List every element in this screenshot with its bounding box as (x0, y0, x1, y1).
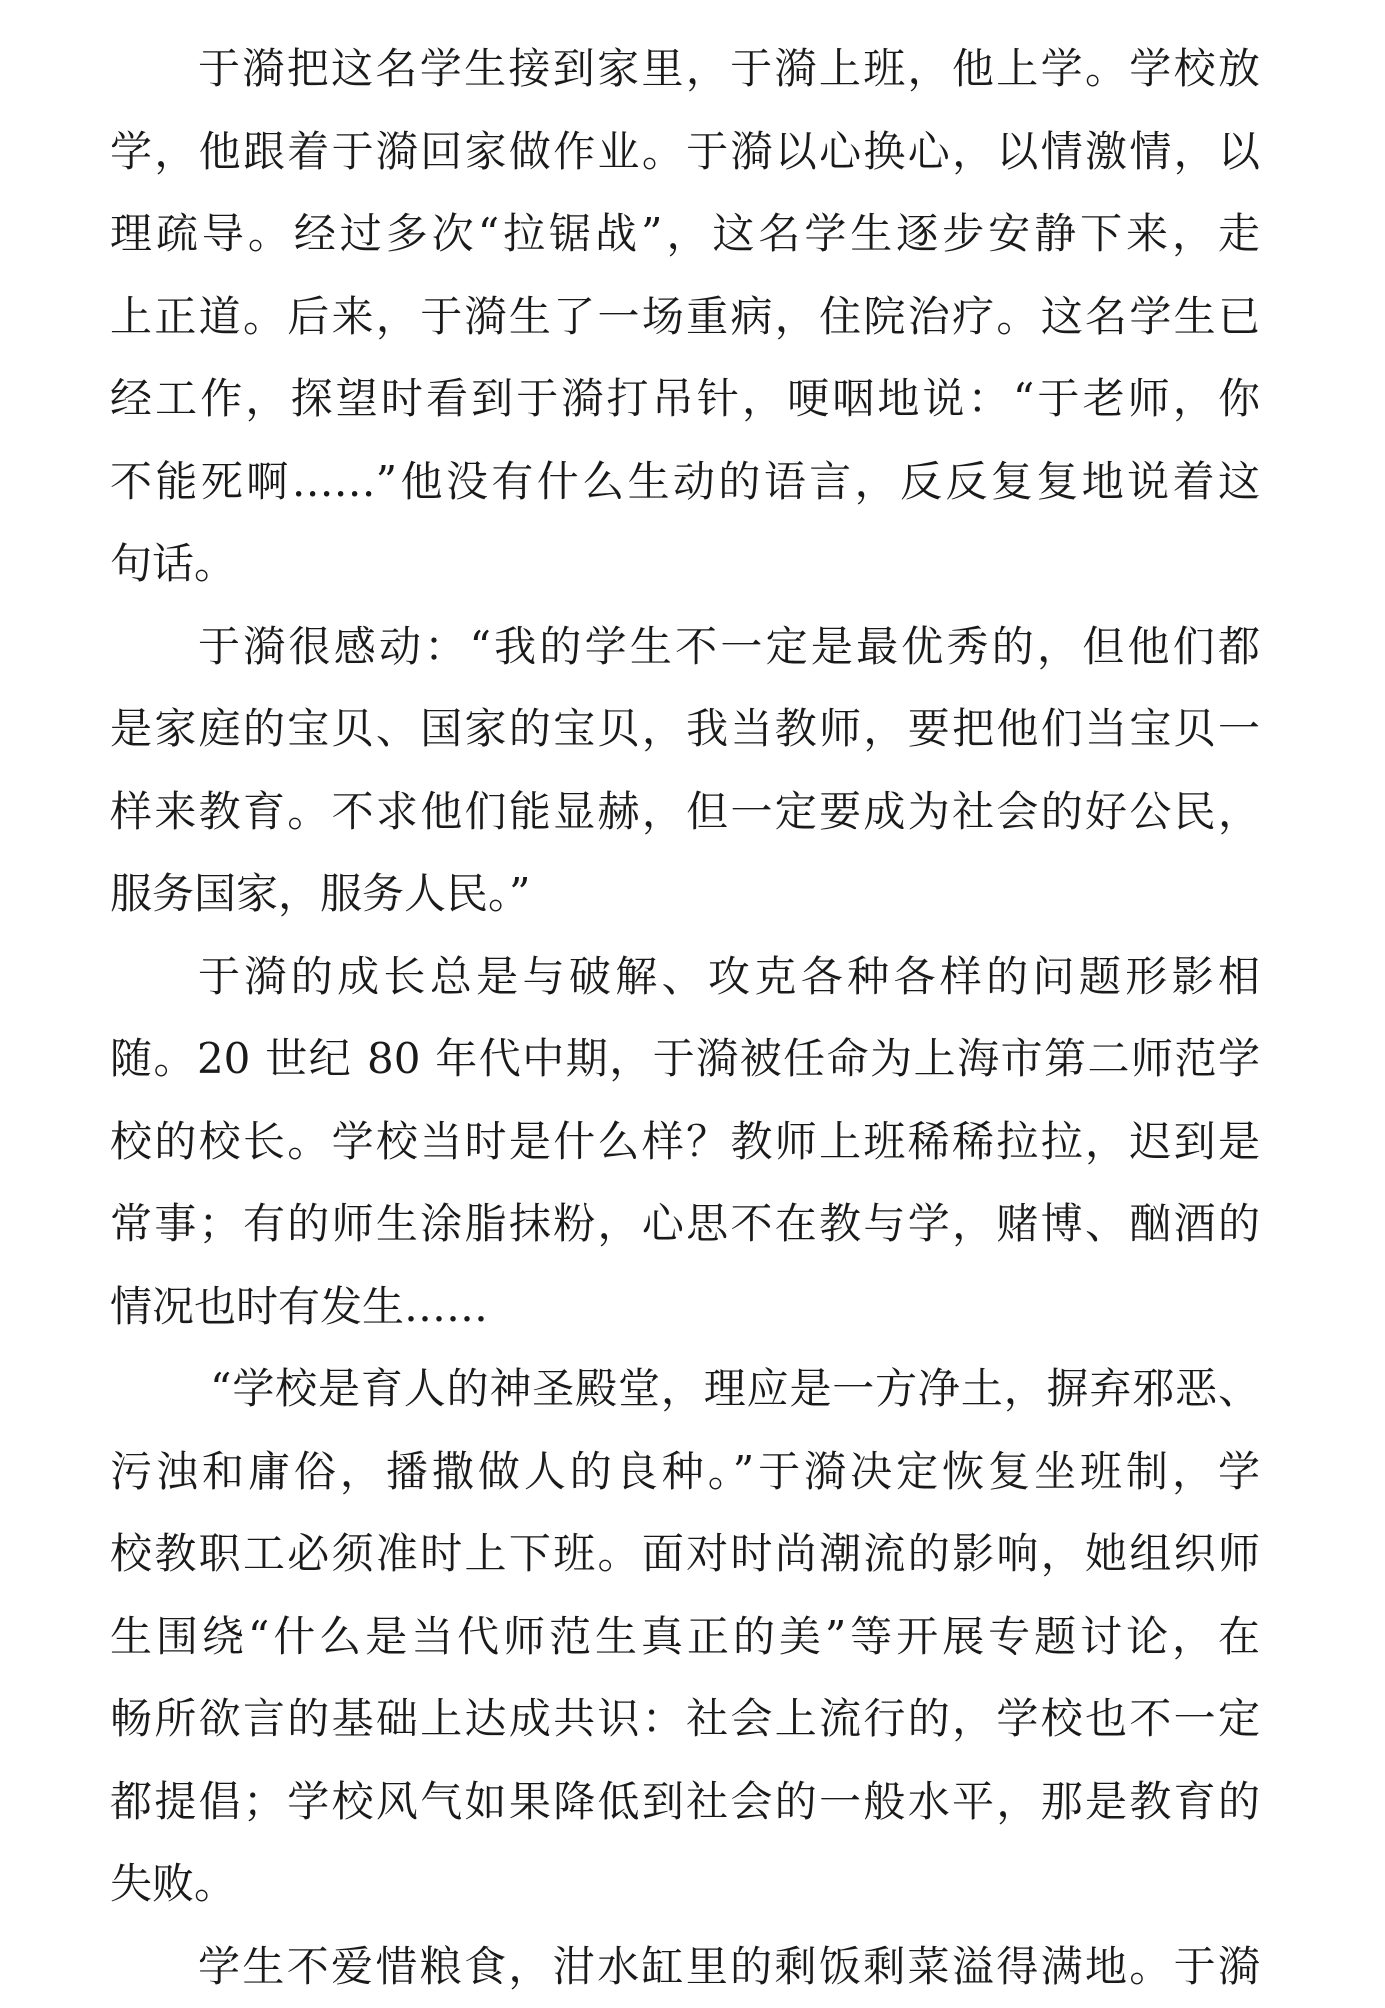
paragraph-2 (110, 606, 1260, 936)
text-line: 失败。 (110, 1843, 1260, 1926)
text-line: 服务国家，服务人民。” (110, 853, 1260, 936)
text-line: “学校是育人的神圣殿堂，理应是一方净土，摒弃邪恶、 (110, 1348, 1260, 1431)
text-line: 理疏导。经过多次“拉锯战”，这名学生逐步安静下来，走 (110, 193, 1260, 276)
article-body (110, 28, 1260, 2008)
text-line: 于漪把这名学生接到家里，于漪上班，他上学。学校放 (110, 28, 1260, 111)
text-line: 都提倡；学校风气如果降低到社会的一般水平，那是教育的 (110, 1761, 1260, 1844)
text-line: 上正道。后来，于漪生了一场重病，住院治疗。这名学生已 (110, 276, 1260, 359)
text-line: 生围绕“什么是当代师范生真正的美”等开展专题讨论，在 (110, 1596, 1260, 1679)
text-line: 常事；有的师生涂脂抹粉，心思不在教与学，赌博、酗酒的 (110, 1183, 1260, 1266)
text-line: 不能死啊……”他没有什么生动的语言，反反复复地说着这 (110, 441, 1260, 524)
text-line: 于漪很感动：“我的学生不一定是最优秀的，但他们都 (110, 606, 1260, 689)
text-line: 于漪的成长总是与破解、攻克各种各样的问题形影相 (110, 936, 1260, 1019)
text-line: 学生不爱惜粮食，泔水缸里的剩饭剩菜溢得满地。于漪 (110, 1926, 1260, 2008)
paragraph-1 (110, 28, 1260, 606)
text-line: 污浊和庸俗，播撒做人的良种。”于漪决定恢复坐班制，学 (110, 1431, 1260, 1514)
text-line: 随。20 世纪 80 年代中期，于漪被任命为上海市第二师范学 (110, 1018, 1260, 1101)
paragraph-3 (110, 936, 1260, 1349)
text-line: 是家庭的宝贝、国家的宝贝，我当教师，要把他们当宝贝一 (110, 688, 1260, 771)
text-line: 经工作，探望时看到于漪打吊针，哽咽地说：“于老师，你 (110, 358, 1260, 441)
text-line: 畅所欲言的基础上达成共识：社会上流行的，学校也不一定 (110, 1678, 1260, 1761)
text-line: 情况也时有发生…… (110, 1266, 1260, 1349)
paragraph-5 (110, 1926, 1260, 2008)
text-line: 句话。 (110, 523, 1260, 606)
paragraph-4 (110, 1348, 1260, 1926)
text-line: 样来教育。不求他们能显赫，但一定要成为社会的好公民， (110, 771, 1260, 854)
text-line: 校的校长。学校当时是什么样？教师上班稀稀拉拉，迟到是 (110, 1101, 1260, 1184)
text-line: 校教职工必须准时上下班。面对时尚潮流的影响，她组织师 (110, 1513, 1260, 1596)
text-line: 学，他跟着于漪回家做作业。于漪以心换心，以情激情，以 (110, 111, 1260, 194)
